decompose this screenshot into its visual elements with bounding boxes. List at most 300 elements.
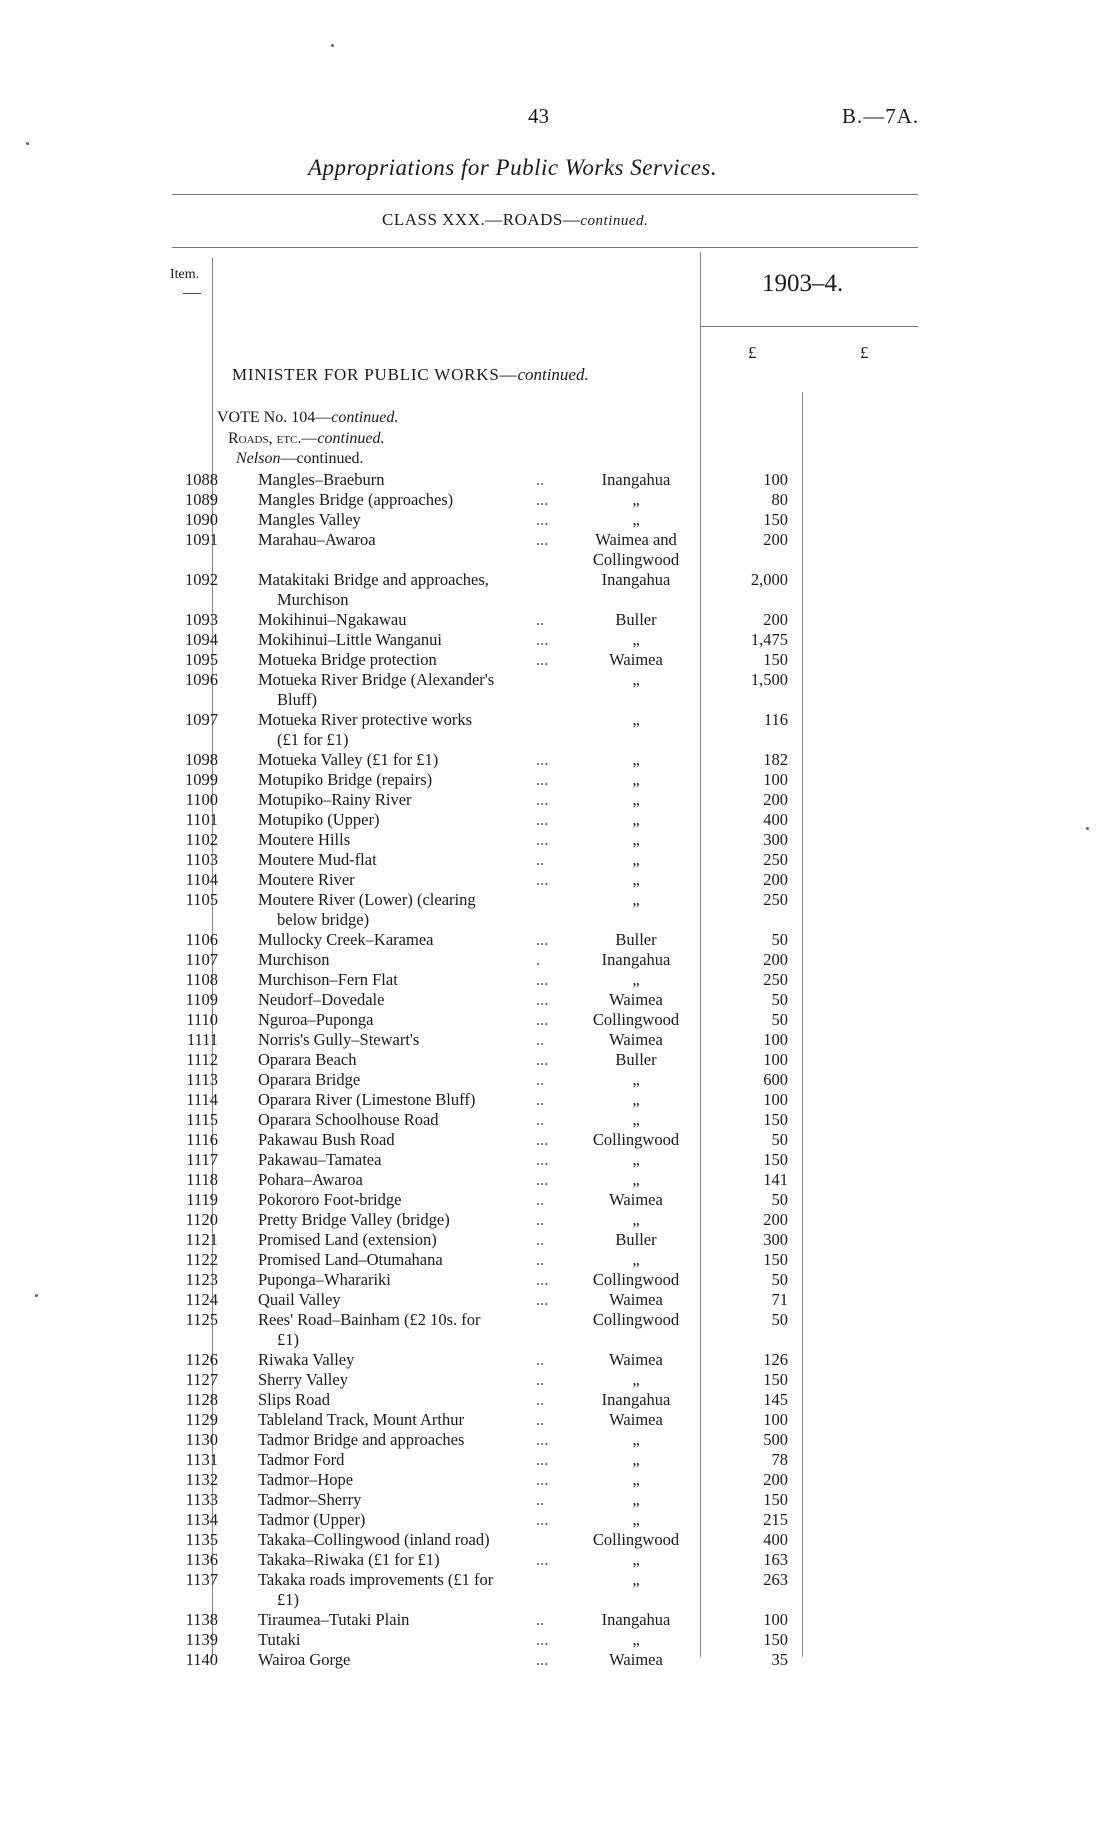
district-name: „: [632, 750, 640, 769]
item-number: 1104: [185, 870, 218, 889]
table-row: [0, 490, 1114, 510]
minister-heading: [232, 365, 589, 385]
district-name: „: [632, 1450, 640, 1469]
leader-dots: ..: [536, 470, 545, 489]
item-number: 1138: [185, 1610, 218, 1629]
amount-value: 141: [763, 1170, 788, 1189]
item-name: Wairoa Gorge: [258, 1650, 351, 1669]
leader-dots: ..: [536, 610, 545, 629]
item-number: 1117: [186, 1150, 218, 1169]
amount-value: 100: [763, 1050, 788, 1069]
item-name: Pakawau–Tamatea: [258, 1150, 382, 1169]
district-name: Inangahua: [601, 1390, 671, 1409]
item-name: Motueka Bridge protection: [258, 650, 437, 669]
leader-dots: ...: [536, 1290, 549, 1309]
table-row: [0, 850, 1114, 870]
district-name: „: [632, 1150, 640, 1169]
district-name: Inangahua: [601, 470, 671, 489]
amount-value: 263: [763, 1570, 788, 1589]
district-name: „: [632, 1370, 640, 1389]
table-row: [0, 1390, 1114, 1410]
table-row: [0, 770, 1114, 790]
item-name-continuation: £1): [277, 1590, 299, 1609]
amount-value: 2,000: [750, 570, 788, 589]
leader-dots: ..: [536, 1250, 545, 1269]
amount-value: 300: [763, 830, 788, 849]
district-name: Waimea: [609, 1290, 663, 1309]
district-name: „: [632, 1110, 640, 1129]
table-row: [0, 1610, 1114, 1630]
amount-value: 200: [763, 950, 788, 969]
item-number: 1133: [185, 1490, 218, 1509]
amount-value: 100: [763, 470, 788, 489]
table-row: [0, 1070, 1114, 1090]
item-column-header: Item.: [170, 267, 200, 282]
district-name: Waimea: [609, 1190, 663, 1209]
amount-value: 126: [763, 1350, 788, 1369]
item-name: Tableland Track, Mount Arthur: [258, 1410, 464, 1429]
leader-dots: ...: [536, 1430, 549, 1449]
leader-dots: ...: [536, 1510, 549, 1529]
item-number: 1092: [185, 570, 218, 589]
item-name: Sherry Valley: [258, 1370, 348, 1389]
scan-speck: [331, 44, 334, 47]
table-row: [0, 830, 1114, 850]
district-name: „: [632, 1550, 640, 1569]
item-name: Murchison: [258, 950, 330, 969]
item-name: Motueka River Bridge (Alexander's: [258, 670, 495, 689]
item-number: 1122: [185, 1250, 218, 1269]
leader-dots: ..: [536, 1410, 545, 1429]
pound-symbol: £: [748, 343, 757, 362]
district-name: Inangahua: [601, 570, 671, 589]
leader-dots: ...: [536, 490, 549, 509]
table-row: [0, 1510, 1114, 1530]
amount-value: 150: [763, 1630, 788, 1649]
item-number: 1125: [185, 1310, 218, 1329]
item-name: Slips Road: [258, 1390, 330, 1409]
leader-dots: ...: [536, 830, 549, 849]
class-heading-text: CLASS XXX.—ROADS—: [382, 210, 581, 229]
item-name: Puponga–Wharariki: [258, 1270, 391, 1289]
leader-dots: ...: [536, 750, 549, 769]
district-name: „: [632, 830, 640, 849]
table-row: [0, 950, 1114, 970]
district-heading: [236, 450, 364, 468]
amount-value: 150: [763, 1370, 788, 1389]
leader-dots: ...: [536, 1450, 549, 1469]
item-name: Neudorf–Dovedale: [258, 990, 385, 1009]
item-number: 1118: [186, 1170, 218, 1189]
item-name: Pokororo Foot-bridge: [258, 1190, 402, 1209]
amount-value: 182: [763, 750, 788, 769]
leader-dots: ...: [536, 530, 549, 549]
leader-dots: ...: [536, 870, 549, 889]
item-name: Moutere River (Lower) (clearing: [258, 890, 476, 909]
amount-value: 200: [763, 1470, 788, 1489]
item-number: 1121: [185, 1230, 218, 1249]
table-row: [0, 470, 1114, 490]
amount-value: 250: [763, 850, 788, 869]
district-name: „: [632, 890, 640, 909]
item-name-continuation: below bridge): [277, 910, 370, 929]
amount-value: 200: [763, 790, 788, 809]
table-row: [0, 1630, 1114, 1650]
item-number: 1137: [185, 1570, 218, 1589]
district-name-continuation: Collingwood: [592, 550, 680, 569]
district-name: „: [632, 1490, 640, 1509]
leader-dots: ..: [536, 1030, 545, 1049]
item-number: 1091: [185, 530, 218, 549]
item-number: 1099: [185, 770, 218, 789]
table-row: [0, 810, 1114, 830]
item-name: Mangles Bridge (approaches): [258, 490, 454, 509]
district-name: „: [632, 510, 640, 529]
item-name-continuation: (£1 for £1): [277, 730, 349, 749]
table-row: [0, 1250, 1114, 1270]
amount-value: 200: [763, 530, 788, 549]
table-row: [0, 1090, 1114, 1110]
item-name: Pakawau Bush Road: [258, 1130, 395, 1149]
roads-heading: [228, 430, 385, 448]
leader-dots: ...: [536, 990, 549, 1009]
district-name: Waimea: [609, 1410, 663, 1429]
item-name: Moutere Mud-flat: [258, 850, 377, 869]
item-name: Motueka River protective works: [258, 710, 472, 729]
leader-dots: ...: [536, 1050, 549, 1069]
item-number: 1090: [185, 510, 218, 529]
amount-value: 100: [763, 1410, 788, 1429]
item-number: 1094: [185, 630, 218, 649]
table-row: [0, 1110, 1114, 1130]
item-name: Mullocky Creek–Karamea: [258, 930, 434, 949]
item-name-continuation: Murchison: [277, 590, 349, 609]
item-number: 1140: [185, 1650, 218, 1669]
item-number: 1093: [185, 610, 218, 629]
amount-value: 50: [771, 1010, 788, 1029]
table-row: [0, 1050, 1114, 1070]
item-number: 1120: [185, 1210, 218, 1229]
item-number: 1103: [185, 850, 218, 869]
leader-dots: ...: [536, 770, 549, 789]
amount-value: 200: [763, 870, 788, 889]
leader-dots: ..: [536, 1230, 545, 1249]
district-name: Waimea: [609, 1650, 663, 1669]
item-number: 1114: [186, 1090, 218, 1109]
item-name: Tadmor–Hope: [258, 1470, 354, 1489]
amount-value: 163: [763, 1550, 788, 1569]
item-name: Tadmor Bridge and approaches: [258, 1430, 465, 1449]
item-number: 1096: [185, 670, 218, 689]
item-name: Mokihinui–Little Wanganui: [258, 630, 442, 649]
table-row: [0, 1310, 1114, 1349]
item-number: 1135: [185, 1530, 218, 1549]
item-name-continuation: Bluff): [277, 690, 318, 709]
amount-value: 50: [771, 1270, 788, 1289]
leader-dots: ...: [536, 970, 549, 989]
item-name: Quail Valley: [258, 1290, 341, 1309]
amount-value: 1,500: [750, 670, 788, 689]
district-name: Collingwood: [592, 1530, 680, 1549]
title-rule: [172, 194, 918, 195]
item-number: 1115: [186, 1110, 218, 1129]
amount-value: 71: [771, 1290, 788, 1309]
item-number: 1139: [185, 1630, 218, 1649]
leader-dots: ...: [536, 1550, 549, 1569]
item-name: Motupiko–Rainy River: [258, 790, 412, 809]
item-number: 1119: [186, 1190, 218, 1209]
district-name: Buller: [615, 930, 657, 949]
table-row: [0, 1650, 1114, 1670]
leader-dots: ..: [536, 1110, 545, 1129]
table-row: [0, 1170, 1114, 1190]
table-row: [0, 930, 1114, 950]
item-number: 1134: [185, 1510, 218, 1529]
item-number: 1128: [185, 1390, 218, 1409]
amount-value: 250: [763, 890, 788, 909]
item-name: Oparara Beach: [258, 1050, 357, 1069]
roads-heading-text: Roads, etc.—: [228, 430, 318, 447]
amount-value: 500: [763, 1430, 788, 1449]
amount-value: 400: [763, 810, 788, 829]
table-row: [0, 1570, 1114, 1609]
district-name: Collingwood: [592, 1130, 680, 1149]
item-name: Promised Land–Otumahana: [258, 1250, 443, 1269]
item-number: 1132: [185, 1470, 218, 1489]
amount-value: 100: [763, 1610, 788, 1629]
leader-dots: .: [536, 950, 541, 969]
district-name: „: [632, 1510, 640, 1529]
district-name: Buller: [615, 1050, 657, 1069]
table-row: [0, 510, 1114, 530]
district-name: Waimea: [609, 990, 663, 1009]
leader-dots: ...: [536, 1270, 549, 1289]
table-row: [0, 1490, 1114, 1510]
amount-value: 600: [763, 1070, 788, 1089]
item-number: 1116: [186, 1130, 218, 1149]
item-name: Oparara Bridge: [258, 1070, 361, 1089]
item-name: Tutaki: [258, 1630, 301, 1649]
leader-dots: ..: [536, 1190, 545, 1209]
leader-dots: ...: [536, 1650, 549, 1669]
vote-heading: [217, 409, 398, 427]
table-row: [0, 1550, 1114, 1570]
table-row: [0, 1150, 1114, 1170]
table-row: [0, 1010, 1114, 1030]
leader-dots: ...: [536, 1130, 549, 1149]
item-name: Tadmor (Upper): [258, 1510, 366, 1529]
table-row: [0, 790, 1114, 810]
district-name: „: [632, 770, 640, 789]
amount-value: 1,475: [750, 630, 788, 649]
leader-dots: ...: [536, 1470, 549, 1489]
table-row: [0, 890, 1114, 929]
district-name: „: [632, 1210, 640, 1229]
district-name: „: [632, 790, 640, 809]
district-name: „: [632, 850, 640, 869]
table-row: [0, 1290, 1114, 1310]
item-name: Matakitaki Bridge and approaches,: [258, 570, 489, 589]
leader-dots: ..: [536, 1070, 545, 1089]
item-name: Moutere River: [258, 870, 355, 889]
item-number: 1136: [185, 1550, 218, 1569]
district-name: Waimea: [609, 650, 663, 669]
item-number: 1131: [185, 1450, 218, 1469]
amount-value: 400: [763, 1530, 788, 1549]
leader-dots: ...: [536, 1630, 549, 1649]
leader-dots: ..: [536, 1610, 545, 1629]
leader-dots: ..: [536, 1490, 545, 1509]
leader-dots: ..: [536, 850, 545, 869]
amount-value: 215: [763, 1510, 788, 1529]
minister-heading-text: MINISTER FOR PUBLIC WORKS—: [232, 365, 518, 384]
district-name: Buller: [615, 610, 657, 629]
item-number: 1109: [185, 990, 218, 1009]
item-number: 1098: [185, 750, 218, 769]
amount-value: 50: [771, 1190, 788, 1209]
district-name: „: [632, 710, 640, 729]
district-name: Collingwood: [592, 1010, 680, 1029]
leader-dots: ...: [536, 1150, 549, 1169]
item-number: 1102: [185, 830, 218, 849]
item-name: Norris's Gully–Stewart's: [258, 1030, 420, 1049]
district-name: Collingwood: [592, 1270, 680, 1289]
item-name-continuation: £1): [277, 1330, 299, 1349]
leader-dots: ...: [536, 810, 549, 829]
document-reference: B.—7A.: [842, 104, 920, 128]
item-number: 1126: [185, 1350, 218, 1369]
item-name: Rees' Road–Bainham (£2 10s. for: [258, 1310, 481, 1329]
class-heading-continued: continued.: [580, 213, 649, 229]
district-name: „: [632, 1250, 640, 1269]
amount-value: 50: [771, 1310, 788, 1329]
leader-dots: ...: [536, 630, 549, 649]
item-name: Motupiko Bridge (repairs): [258, 770, 433, 789]
district-name: „: [632, 870, 640, 889]
document-title: Appropriations for Public Works Services.: [308, 155, 718, 180]
item-name: Motueka Valley (£1 for £1): [258, 750, 439, 769]
item-number: 1129: [185, 1410, 218, 1429]
district-name: „: [632, 1070, 640, 1089]
table-row: [0, 1430, 1114, 1450]
amount-value: 150: [763, 1490, 788, 1509]
class-heading: [382, 210, 648, 230]
amount-value: 150: [763, 1150, 788, 1169]
table-row: [0, 710, 1114, 749]
district-name: „: [632, 630, 640, 649]
item-number: 1101: [185, 810, 218, 829]
item-number: 1130: [185, 1430, 218, 1449]
item-name: Motupiko (Upper): [258, 810, 380, 829]
leader-dots: ..: [536, 1350, 545, 1369]
item-name: Takaka–Collingwood (inland road): [258, 1530, 490, 1549]
leader-dots: ...: [536, 1010, 549, 1029]
item-number: 1113: [186, 1070, 218, 1089]
district-heading-text: Nelson: [236, 450, 281, 467]
leader-dots: ..: [536, 1090, 545, 1109]
table-row: [0, 630, 1114, 650]
item-name: Nguroa–Puponga: [258, 1010, 374, 1029]
amount-value: 78: [771, 1450, 788, 1469]
item-number: 1105: [185, 890, 218, 909]
item-name: Promised Land (extension): [258, 1230, 437, 1249]
minister-heading-continued: continued.: [517, 365, 589, 384]
district-name: Buller: [615, 1230, 657, 1249]
table-row: [0, 1530, 1114, 1550]
roads-heading-continued: continued.: [317, 430, 385, 447]
item-number: 1107: [185, 950, 218, 969]
item-name: Mangles Valley: [258, 510, 361, 529]
table-row: [0, 1190, 1114, 1210]
table-row: [0, 1270, 1114, 1290]
item-number: 1123: [185, 1270, 218, 1289]
page-number: 43: [528, 104, 549, 128]
district-name: „: [632, 1470, 640, 1489]
leader-dots: ...: [536, 930, 549, 949]
item-number: 1112: [186, 1050, 218, 1069]
table-row: [0, 1410, 1114, 1430]
amount-value: 100: [763, 770, 788, 789]
table-row: [0, 670, 1114, 709]
item-name: Oparara Schoolhouse Road: [258, 1110, 439, 1129]
year-column-header: 1903–4.: [762, 270, 844, 297]
item-number: 1127: [185, 1370, 218, 1389]
district-heading-continued: —continued.: [280, 450, 364, 467]
district-name: „: [632, 670, 640, 689]
leader-dots: ..: [536, 1210, 545, 1229]
leader-dots: ..: [536, 1370, 545, 1389]
pound-symbol: £: [860, 343, 869, 362]
district-name: Waimea: [609, 1350, 663, 1369]
leader-dots: ...: [536, 790, 549, 809]
table-row: [0, 1130, 1114, 1150]
table-row: [0, 570, 1114, 609]
amount-value: 116: [763, 710, 788, 729]
amount-value: 300: [763, 1230, 788, 1249]
table-row: [0, 1370, 1114, 1390]
table-row: [0, 1030, 1114, 1050]
table-row: [0, 970, 1114, 990]
amount-value: 150: [763, 1250, 788, 1269]
vote-heading-text: VOTE No. 104—: [217, 409, 332, 426]
amount-value: 250: [763, 970, 788, 989]
amount-value: 100: [763, 1090, 788, 1109]
item-number: 1110: [186, 1010, 218, 1029]
district-name: „: [632, 1430, 640, 1449]
item-number: 1111: [186, 1030, 218, 1049]
leader-dots: ..: [536, 1390, 545, 1409]
table-row: [0, 1210, 1114, 1230]
item-number: 1095: [185, 650, 218, 669]
amount-value: 200: [763, 1210, 788, 1229]
amount-value: 100: [763, 1030, 788, 1049]
item-name: Marahau–Awaroa: [258, 530, 376, 549]
amount-value: 150: [763, 1110, 788, 1129]
leader-dots: ...: [536, 650, 549, 669]
table-row: [0, 610, 1114, 630]
table-row: [0, 1450, 1114, 1470]
item-name: Murchison–Fern Flat: [258, 970, 398, 989]
item-number: 1106: [185, 930, 218, 949]
vote-heading-continued: continued.: [331, 409, 399, 426]
amount-value: 150: [763, 510, 788, 529]
amount-value: 145: [763, 1390, 788, 1409]
amount-value: 50: [771, 990, 788, 1009]
item-name: Tiraumea–Tutaki Plain: [258, 1610, 410, 1629]
item-name: Pretty Bridge Valley (bridge): [258, 1210, 450, 1229]
district-name: „: [632, 490, 640, 509]
district-name: „: [632, 1570, 640, 1589]
